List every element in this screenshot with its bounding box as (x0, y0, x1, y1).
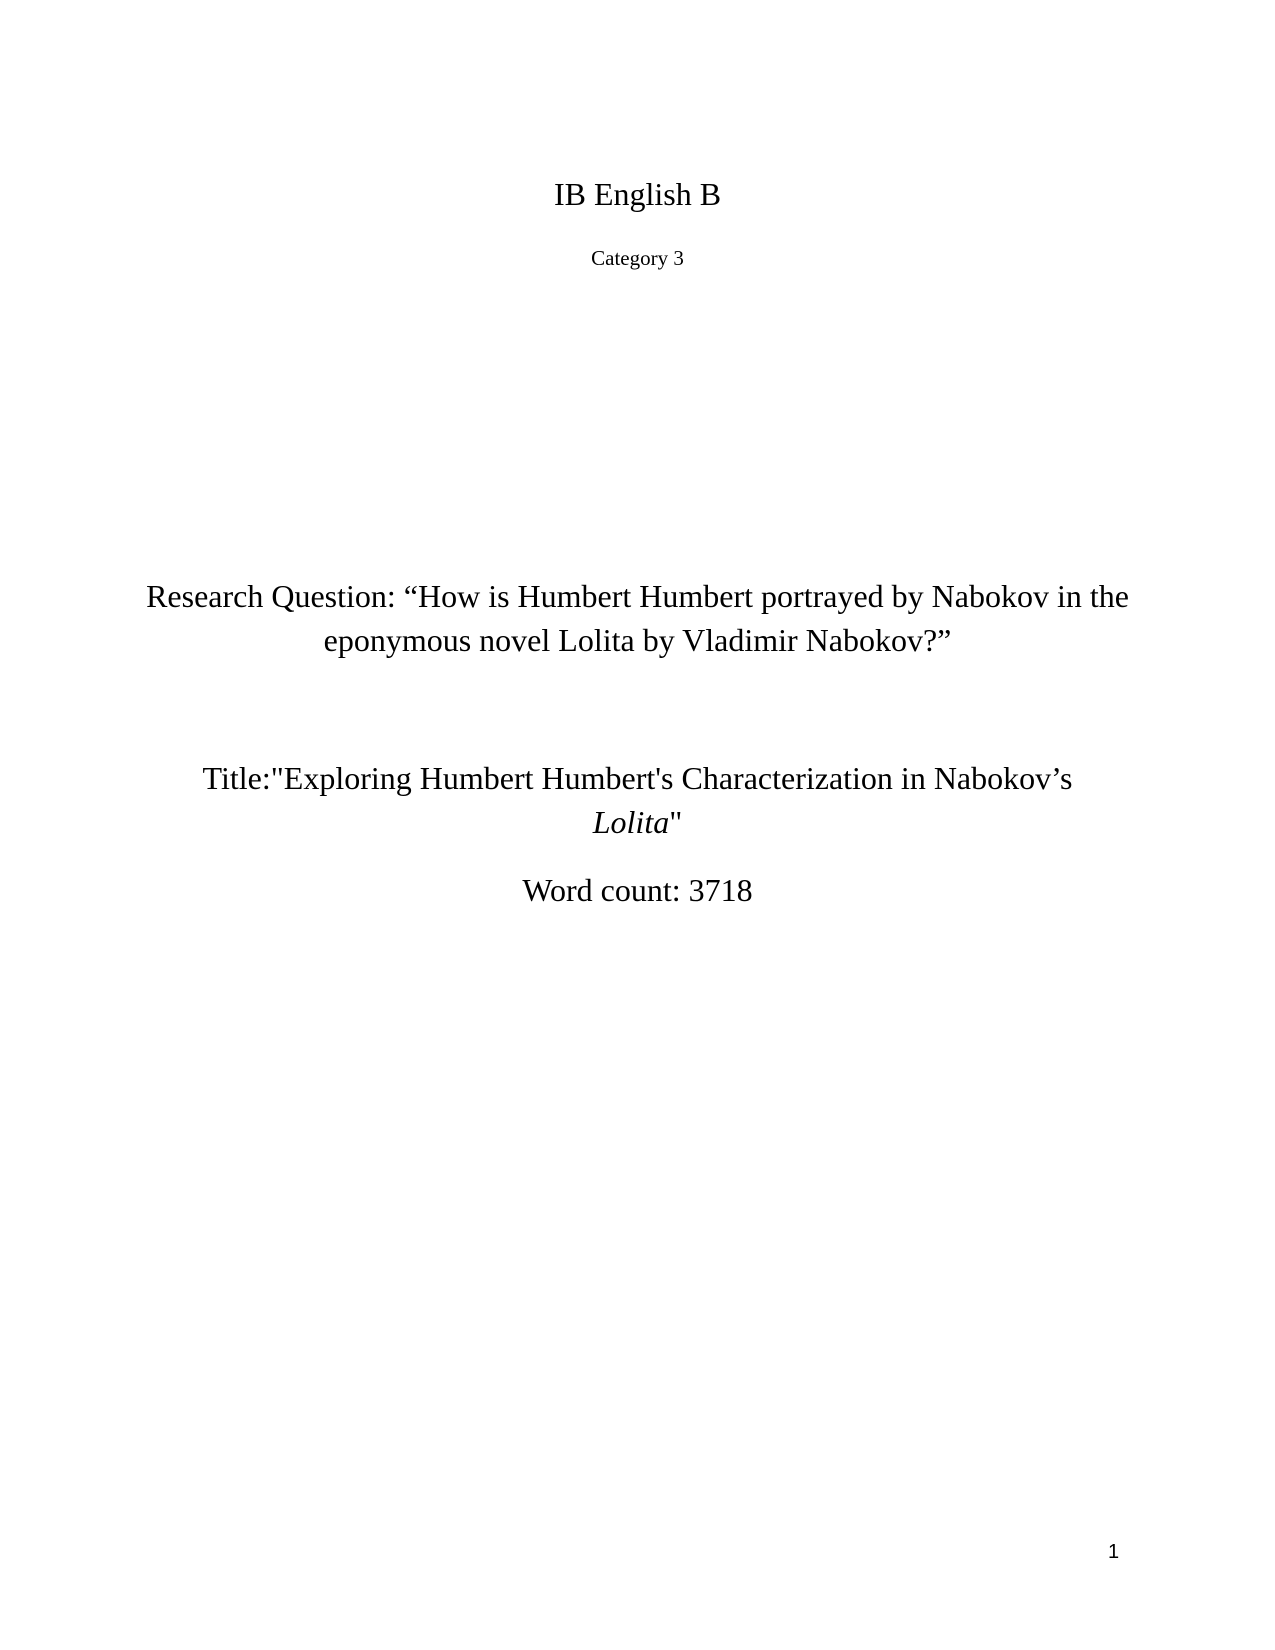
course-title: IB English B (553, 176, 722, 212)
essay-title-prefix: Title:"Exploring Humbert Humbert's Characterization in Nabokov’s (202, 760, 1073, 796)
category-label: Category 3 (591, 246, 684, 270)
page-number: 1 (1108, 1541, 1120, 1563)
word-count: Word count: 3718 (522, 872, 753, 908)
research-question: Research Question: “How is Humbert Humbert portrayed by Nabokov in the eponymous novel Lolita by Vladimir Nabokov?” (146, 578, 1129, 658)
essay-title (160, 756, 1115, 844)
essay-title-italic-work: Lolita (592, 804, 670, 840)
essay-title-suffix: " (669, 804, 683, 840)
